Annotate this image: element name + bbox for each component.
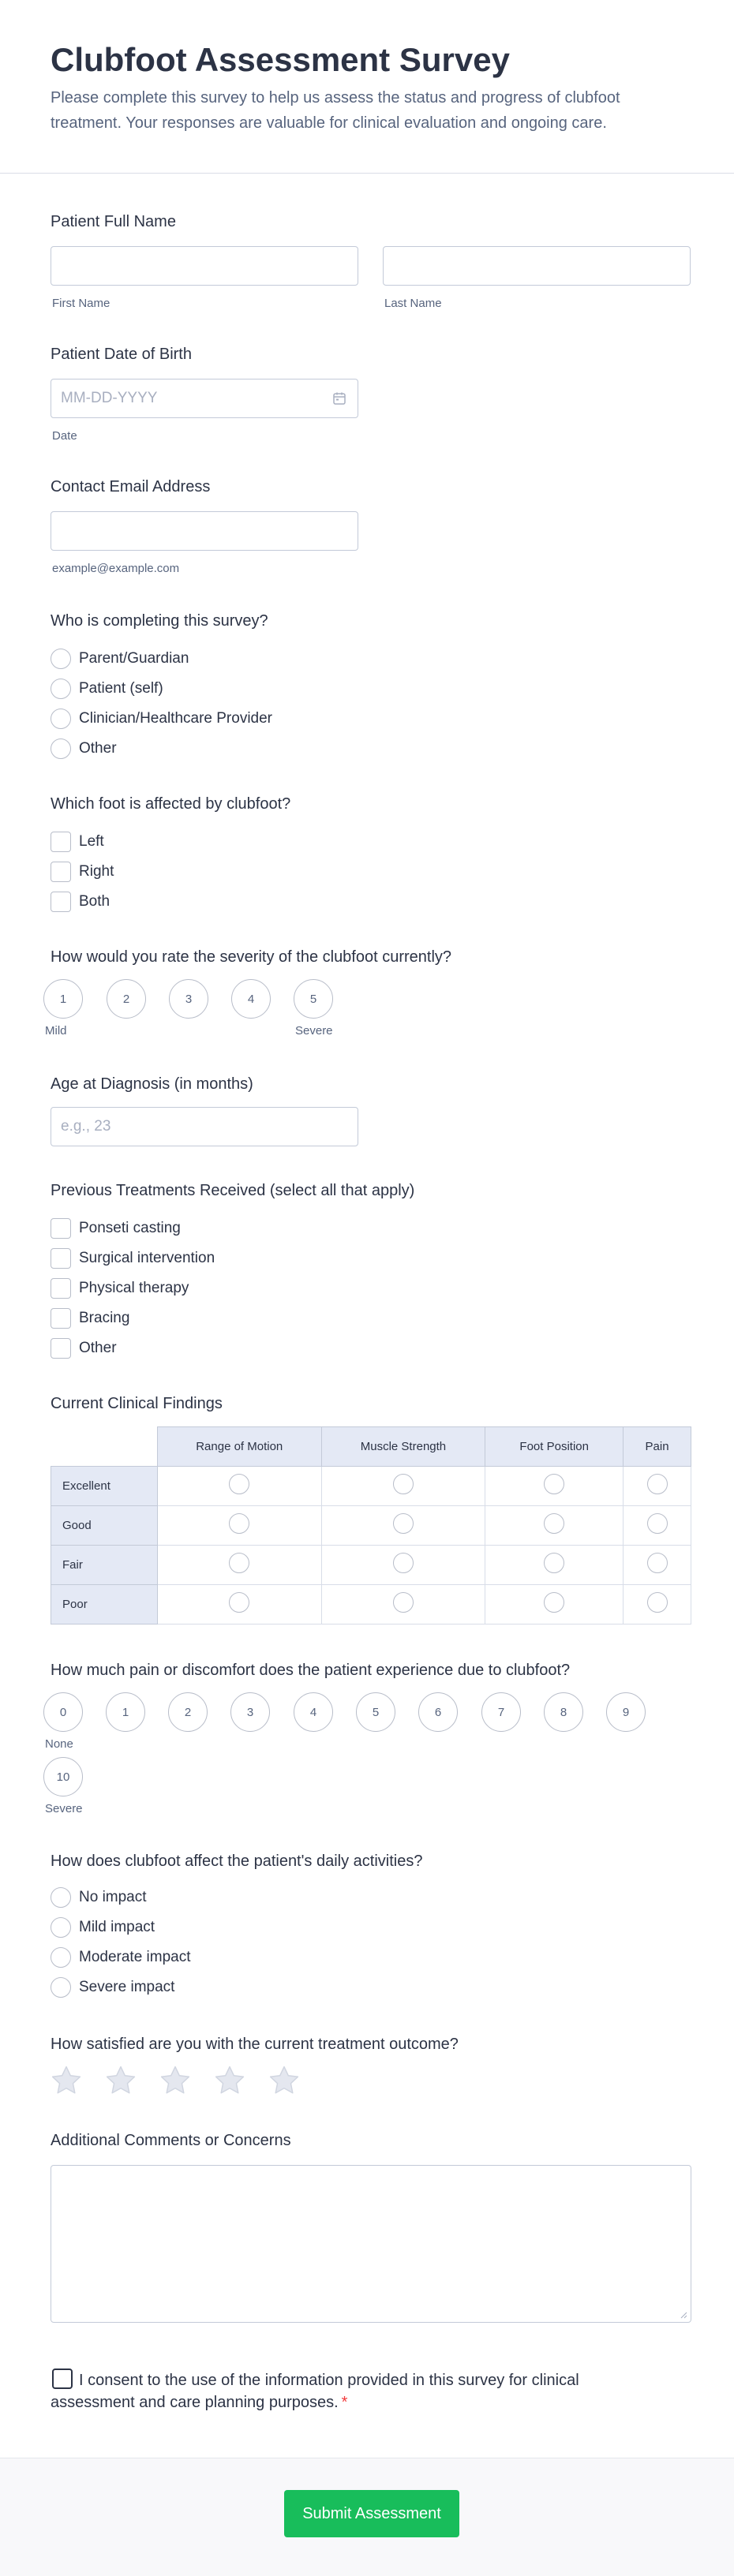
age-field <box>51 1074 253 1094</box>
who-option[interactable]: Parent/Guardian <box>51 644 272 674</box>
star-icon[interactable] <box>212 2063 247 2098</box>
radio-button[interactable] <box>647 1553 668 1573</box>
matrix-cell[interactable] <box>321 1506 485 1546</box>
radio-button[interactable] <box>229 1592 249 1613</box>
pain-label: How much pain or discomfort does the patient experience due to clubfoot? <box>51 1662 571 1679</box>
checkbox[interactable] <box>51 832 71 852</box>
form-footer <box>0 2458 734 2576</box>
pain-option-8[interactable]: 8 <box>544 1692 583 1732</box>
checkbox[interactable] <box>51 1338 71 1359</box>
treatment-option[interactable]: Physical therapy <box>51 1273 414 1303</box>
page-subtitle: Please complete this survey to help us assess the status and progress of clubfoot treatment. Your responses are valuable for clinical evaluation and ongoing care. <box>51 89 620 132</box>
treatments-field <box>51 1180 414 1363</box>
matrix-column-header: Pain <box>624 1427 691 1467</box>
radio-button[interactable] <box>229 1513 249 1534</box>
email-input[interactable] <box>51 511 358 551</box>
matrix-row-label: Good <box>51 1506 158 1546</box>
radio-button[interactable] <box>51 1977 71 1998</box>
radio-button[interactable] <box>51 679 71 699</box>
daily-option[interactable]: Severe impact <box>51 1972 423 2002</box>
foot-field <box>51 794 290 917</box>
radio-button[interactable] <box>393 1592 414 1613</box>
foot-option[interactable]: Both <box>51 887 290 917</box>
pain-option-9[interactable]: 9 <box>606 1692 646 1732</box>
comments-label: Additional Comments or Concerns <box>51 2132 291 2149</box>
daily-option[interactable]: Moderate impact <box>51 1942 423 1972</box>
radio-button[interactable] <box>51 1947 71 1968</box>
matrix-cell[interactable] <box>485 1506 624 1546</box>
star-icon[interactable] <box>267 2063 301 2098</box>
matrix-row <box>51 1467 691 1506</box>
who-option[interactable]: Patient (self) <box>51 674 272 704</box>
checkbox[interactable] <box>51 1218 71 1239</box>
checkbox[interactable] <box>51 862 71 882</box>
severity-option-3[interactable]: 3 <box>169 979 208 1019</box>
checkbox[interactable] <box>51 892 71 912</box>
age-input[interactable] <box>51 1107 358 1146</box>
last-name-sublabel: Last Name <box>384 297 442 310</box>
daily-option[interactable]: Mild impact <box>51 1912 423 1942</box>
email-label: Contact Email Address <box>51 478 211 495</box>
foot-option[interactable]: Right <box>51 857 290 887</box>
radio-button[interactable] <box>51 1887 71 1908</box>
email-sublabel: example@example.com <box>52 562 180 575</box>
matrix-row-label: Excellent <box>51 1467 158 1506</box>
severity-option-2[interactable]: 2 <box>107 979 146 1019</box>
matrix-row-label: Fair <box>51 1546 158 1585</box>
severity-option-4[interactable]: 4 <box>231 979 271 1019</box>
pain-option-1[interactable]: 1 <box>106 1692 145 1732</box>
matrix-cell[interactable] <box>157 1546 321 1585</box>
consent-text: I consent to the use of the information provided in this survey for clinical assessment and care planning purposes. <box>51 2372 579 2411</box>
star-icon[interactable] <box>158 2063 193 2098</box>
matrix-cell[interactable] <box>624 1546 691 1585</box>
radio-button[interactable] <box>51 708 71 729</box>
severity-max-label: Severe <box>295 1024 333 1038</box>
radio-button[interactable] <box>393 1474 414 1494</box>
required-mark: * <box>341 2394 348 2411</box>
dob-label: Patient Date of Birth <box>51 346 192 363</box>
findings-label: Current Clinical Findings <box>51 1395 223 1412</box>
satisfaction-label: How satisfied are you with the current treatment outcome? <box>51 2036 459 2053</box>
who-label: Who is completing this survey? <box>51 612 268 630</box>
matrix-cell[interactable] <box>485 1546 624 1585</box>
radio-button[interactable] <box>51 738 71 759</box>
matrix-cell[interactable] <box>624 1585 691 1624</box>
matrix-cell[interactable] <box>485 1467 624 1506</box>
dob-sublabel: Date <box>52 429 77 443</box>
satisfaction-field <box>51 2034 459 2054</box>
pain-option-6[interactable]: 6 <box>418 1692 458 1732</box>
treatments-label: Previous Treatments Received (select all that apply) <box>51 1182 415 1199</box>
who-option[interactable]: Clinician/Healthcare Provider <box>51 704 272 734</box>
pain-max-label: Severe <box>45 1802 83 1815</box>
severity-field <box>51 947 451 967</box>
radio-button[interactable] <box>544 1592 564 1613</box>
severity-min-label: Mild <box>45 1024 67 1038</box>
radio-button[interactable] <box>647 1513 668 1534</box>
star-icon[interactable] <box>49 2063 84 2098</box>
pain-option-0[interactable]: 0 <box>43 1692 83 1732</box>
checkbox[interactable] <box>51 1248 71 1269</box>
last-name-input[interactable] <box>383 246 691 286</box>
matrix-row <box>51 1546 691 1585</box>
age-label: Age at Diagnosis (in months) <box>51 1075 253 1093</box>
foot-option[interactable]: Left <box>51 827 290 857</box>
form-header <box>0 0 734 174</box>
matrix-cell[interactable] <box>157 1467 321 1506</box>
radio-button[interactable] <box>544 1474 564 1494</box>
matrix-cell[interactable] <box>485 1585 624 1624</box>
pain-option-7[interactable]: 7 <box>481 1692 521 1732</box>
treatment-option[interactable]: Surgical intervention <box>51 1243 414 1273</box>
comments-field <box>51 2130 291 2151</box>
matrix-cell[interactable] <box>157 1585 321 1624</box>
matrix-cell[interactable] <box>321 1546 485 1585</box>
matrix-column-header: Range of Motion <box>157 1427 321 1467</box>
foot-label: Which foot is affected by clubfoot? <box>51 795 291 813</box>
matrix-cell[interactable] <box>321 1585 485 1624</box>
star-icon[interactable] <box>103 2063 138 2098</box>
matrix-row <box>51 1506 691 1546</box>
comments-textarea[interactable] <box>51 2165 691 2323</box>
pain-field <box>51 1660 570 1681</box>
findings-matrix <box>51 1426 691 1624</box>
submit-button[interactable]: Submit Assessment <box>284 2490 459 2537</box>
checkbox[interactable] <box>51 1278 71 1299</box>
pain-option-2[interactable]: 2 <box>168 1692 208 1732</box>
matrix-cell[interactable] <box>321 1467 485 1506</box>
resize-handle-icon <box>680 2311 687 2319</box>
pain-min-label: None <box>45 1737 73 1751</box>
radio-button[interactable] <box>51 649 71 669</box>
who-field <box>51 611 272 764</box>
email-field-wrap <box>51 477 210 497</box>
radio-button[interactable] <box>229 1553 249 1573</box>
daily-label: How does clubfoot affect the patient's daily activities? <box>51 1853 423 1870</box>
who-option[interactable]: Other <box>51 734 272 764</box>
radio-button[interactable] <box>544 1513 564 1534</box>
pain-option-4[interactable]: 4 <box>294 1692 333 1732</box>
matrix-column-header: Foot Position <box>485 1427 624 1467</box>
pain-option-3[interactable]: 3 <box>230 1692 270 1732</box>
severity-label: How would you rate the severity of the clubfoot currently? <box>51 948 452 966</box>
matrix-cell[interactable] <box>624 1467 691 1506</box>
page-title: Clubfoot Assessment Survey <box>51 41 510 78</box>
findings-field <box>51 1393 223 1414</box>
treatment-option[interactable]: Other <box>51 1333 414 1363</box>
radio-button[interactable] <box>229 1474 249 1494</box>
radio-button[interactable] <box>647 1592 668 1613</box>
matrix-header-row <box>51 1427 691 1467</box>
radio-button[interactable] <box>393 1553 414 1573</box>
matrix-corner <box>51 1427 158 1467</box>
name-label: Patient Full Name <box>51 213 176 230</box>
daily-field <box>51 1851 423 2002</box>
matrix-row-label: Poor <box>51 1585 158 1624</box>
matrix-cell[interactable] <box>157 1506 321 1546</box>
calendar-icon[interactable] <box>332 391 346 406</box>
radio-button[interactable] <box>544 1553 564 1573</box>
dob-input[interactable] <box>51 379 358 418</box>
matrix-cell[interactable] <box>624 1506 691 1546</box>
daily-option[interactable]: No impact <box>51 1882 423 1912</box>
radio-button[interactable] <box>393 1513 414 1534</box>
pain-option-5[interactable]: 5 <box>356 1692 395 1732</box>
first-name-input[interactable] <box>51 246 358 286</box>
checkbox[interactable] <box>51 1308 71 1329</box>
matrix-row <box>51 1585 691 1624</box>
severity-option-5[interactable]: 5 <box>294 979 333 1019</box>
severity-option-1[interactable]: 1 <box>43 979 83 1019</box>
dob-field <box>51 344 192 365</box>
first-name-sublabel: First Name <box>52 297 110 310</box>
treatment-option[interactable]: Ponseti casting <box>51 1213 414 1243</box>
consent-checkbox[interactable] <box>52 2368 73 2389</box>
radio-button[interactable] <box>51 1917 71 1938</box>
name-field <box>51 211 176 232</box>
consent-field <box>51 2368 650 2413</box>
age-placeholder: e.g., 23 <box>61 1118 111 1135</box>
matrix-column-header: Muscle Strength <box>321 1427 485 1467</box>
pain-option-10[interactable]: 10 <box>43 1757 83 1796</box>
radio-button[interactable] <box>647 1474 668 1494</box>
treatment-option[interactable]: Bracing <box>51 1303 414 1333</box>
dob-placeholder: MM-DD-YYYY <box>61 390 158 406</box>
